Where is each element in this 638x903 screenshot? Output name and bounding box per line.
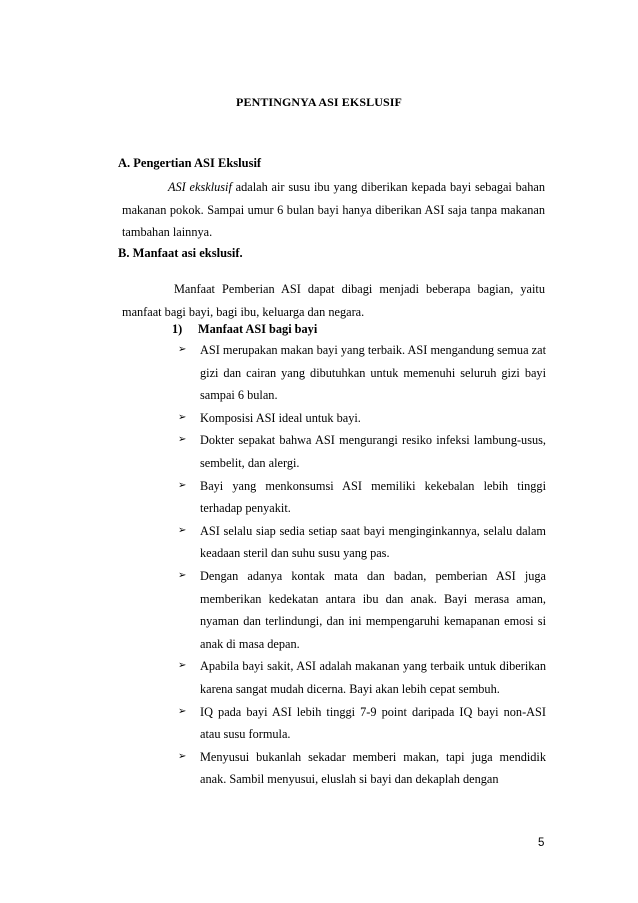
section-b-heading: B. Manfaat asi ekslusif.: [118, 246, 243, 260]
arrow-bullet-icon: ➢: [178, 660, 187, 672]
list-item: ➢ ASI merupakan makan bayi yang terbaik. ASI mengandung semua zat gizi dan cairan yang dibutuhkan untuk memenuhi seluruh gizi bayi sampai 6 bulan.: [178, 339, 546, 407]
section-a-heading: A. Pengertian ASI Ekslusif: [118, 156, 262, 170]
arrow-bullet-icon: ➢: [178, 750, 187, 762]
arrow-bullet-icon: ➢: [178, 705, 187, 717]
term-asi-eksklusif: ASI eksklusif: [168, 180, 232, 194]
arrow-bullet-icon: ➢: [178, 411, 187, 423]
arrow-bullet-icon: ➢: [178, 524, 187, 536]
page-number: 5: [538, 837, 545, 849]
section-a-text: adalah air susu ibu yang diberikan kepada bayi sebagai bahan makanan pokok. Sampai umur 6 bulan bayi hanya diberikan ASI saja tanpa makanan tambahan lainnya.: [122, 180, 545, 240]
arrow-bullet-icon: ➢: [178, 569, 187, 581]
arrow-bullet-icon: ➢: [178, 344, 187, 355]
section-b-text: Manfaat Pemberian ASI dapat dibagi menjadi beberapa bagian, yaitu manfaat bagi bayi, bagi ibu, keluarga dan negara.: [122, 282, 545, 319]
list-item: ➢ Dengan adanya kontak mata dan badan, pemberian ASI juga memberikan kedekatan antara ibu dan anak. Bayi merasa aman, nyaman dan terlindungi, dan ini mempengaruhi kemapanan emosi si anak di masa depan.: [178, 565, 546, 655]
subsection-1-number: 1): [172, 322, 183, 336]
list-item: ➢ Apabila bayi sakit, ASI adalah makanan yang terbaik untuk diberikan karena sangat mudah dicerna. Bayi akan lebih cepat sembuh.: [178, 655, 546, 700]
section-a-paragraph: [122, 176, 545, 244]
list-item: ➢ IQ pada bayi ASI lebih tinggi 7-9 point daripada IQ bayi non-ASI atau susu formula.: [178, 701, 546, 746]
list-item: ➢ Bayi yang menkonsumsi ASI memiliki kekebalan lebih tinggi terhadap penyakit.: [178, 475, 546, 520]
arrow-bullet-icon: ➢: [178, 479, 187, 491]
benefits-list: [178, 339, 546, 791]
subsection-1-label: Manfaat ASI bagi bayi: [198, 322, 318, 336]
arrow-bullet-icon: ➢: [178, 434, 187, 446]
section-b-paragraph: [122, 278, 545, 323]
subsection-1-heading: [172, 322, 317, 337]
list-item: ➢ Komposisi ASI ideal untuk bayi.: [178, 407, 546, 430]
page-title: PENTINGNYA ASI EKSLUSIF: [236, 95, 402, 109]
list-item: ➢ ASI selalu siap sedia setiap saat bayi menginginkannya, selalu dalam keadaan steril dan suhu susu yang pas.: [178, 520, 546, 565]
list-item: ➢ Dokter sepakat bahwa ASI mengurangi resiko infeksi lambung-usus, sembelit, dan alergi.: [178, 429, 546, 474]
list-item: ➢ Menyusui bukanlah sekadar memberi makan, tapi juga mendidik anak. Sambil menyusui, eluslah si bayi dan dekaplah dengan: [178, 746, 546, 791]
